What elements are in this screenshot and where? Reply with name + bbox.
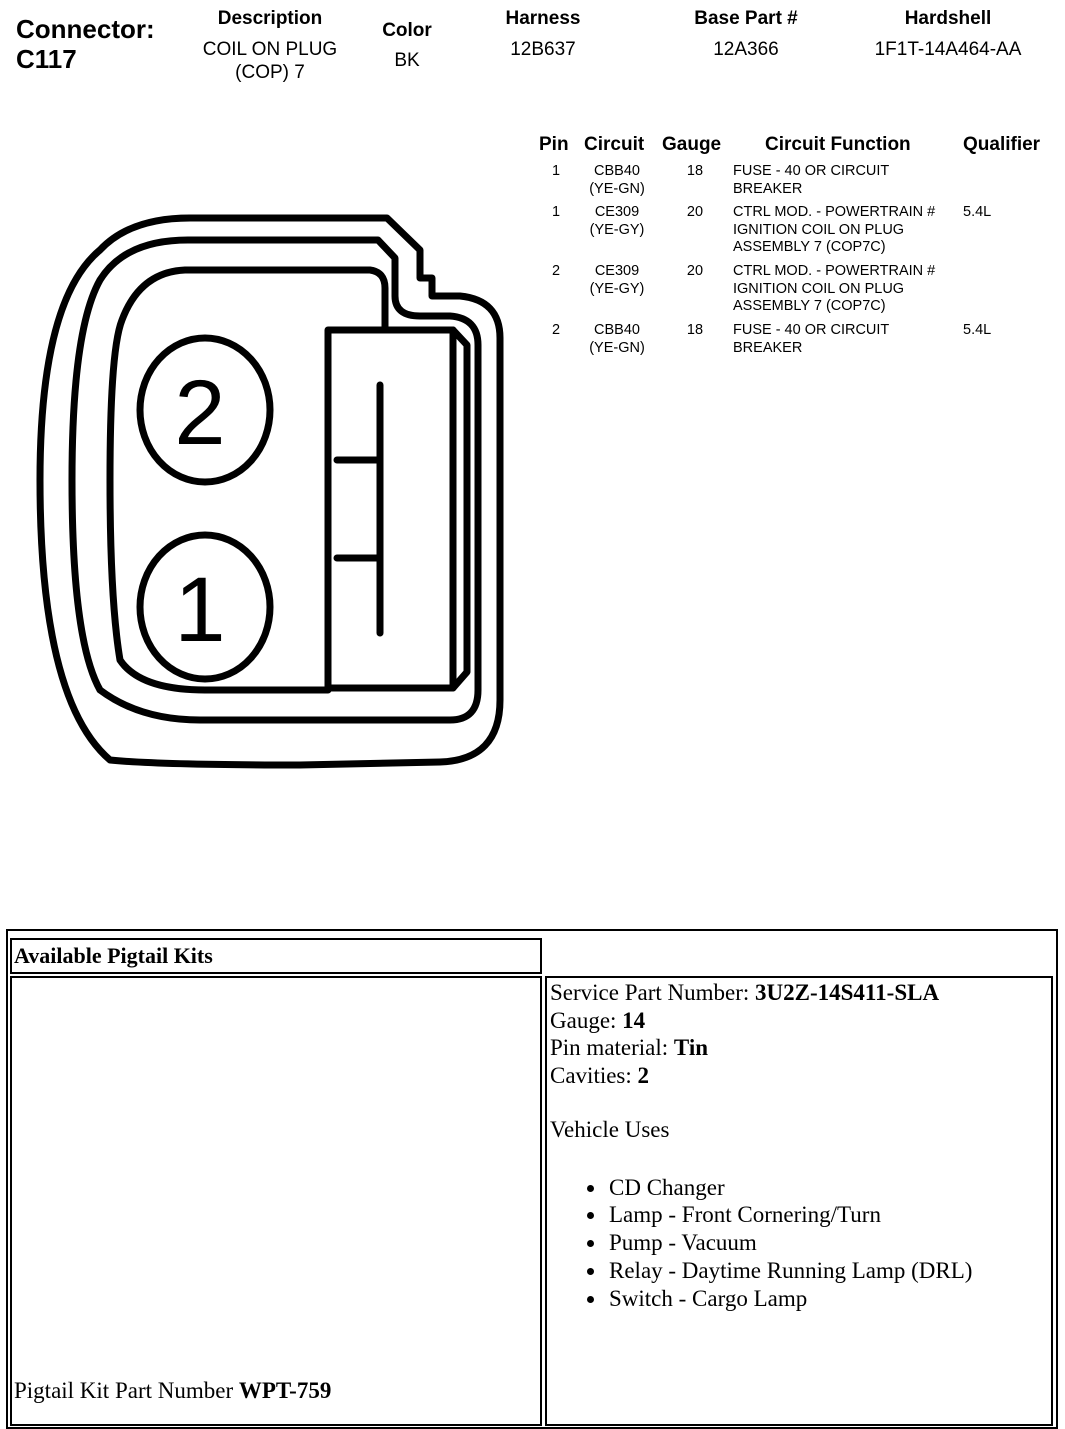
cavities-value: 2	[637, 1062, 650, 1088]
pigtail-kit-part-label: Pigtail Kit Part Number	[14, 1378, 234, 1403]
pin-header: Pin	[539, 134, 569, 155]
description-value-line1: COIL ON PLUG	[202, 39, 338, 60]
list-item: CD Changer	[581, 1174, 972, 1202]
row3-function-line2: IGNITION COIL ON PLUG	[733, 280, 905, 297]
base-part-value: 12A366	[713, 39, 779, 60]
row2-circuit: CE309	[594, 204, 640, 220]
row1-circuit: CBB40	[594, 163, 640, 179]
qualifier-header: Qualifier	[963, 134, 1041, 155]
circuit-function-header: Circuit Function	[765, 134, 911, 155]
row1-function-line2: BREAKER	[733, 180, 803, 197]
gauge-label: Gauge:	[550, 1007, 617, 1033]
row4-function-line1: FUSE - 40 OR CIRCUIT	[733, 322, 890, 338]
service-part-number	[550, 979, 972, 1007]
pin-1-label: 1	[174, 559, 226, 661]
list-item: Lamp - Front Cornering/Turn	[581, 1201, 972, 1229]
pin-material-label: Pin material:	[550, 1035, 669, 1060]
service-part-label: Service Part Number:	[550, 980, 750, 1005]
pin-material-value: Tin	[673, 1035, 709, 1060]
row1-circuit-color: (YE-GN)	[589, 180, 645, 197]
row4-circuit: CBB40	[594, 322, 640, 338]
row3-circuit-color: (YE-GY)	[589, 280, 645, 297]
hardshell-value: 1F1T-14A464-AA	[874, 39, 1022, 60]
harness-title: Harness	[505, 8, 581, 29]
connector-label: Connector:	[16, 14, 155, 44]
row1-function-line1: FUSE - 40 OR CIRCUIT	[733, 163, 890, 179]
row3-gauge: 20	[686, 263, 704, 279]
cavities-label: Cavities:	[550, 1062, 632, 1088]
connector-latch-block	[328, 330, 467, 688]
circuit-header: Circuit	[584, 134, 645, 155]
service-part-value: 3U2Z-14S411-SLA	[755, 980, 940, 1005]
gauge-line	[550, 1007, 972, 1035]
row2-qualifier: 5.4L	[963, 204, 992, 220]
list-item: Pump - Vacuum	[581, 1229, 972, 1257]
list-item: Relay - Daytime Running Lamp (DRL)	[581, 1257, 972, 1285]
pigtail-kit-part-value: WPT-759	[238, 1378, 332, 1403]
list-item: Switch - Cargo Lamp	[581, 1285, 972, 1313]
row4-qualifier: 5.4L	[963, 322, 992, 338]
pigtail-details	[550, 979, 972, 1312]
row1-gauge: 18	[686, 163, 704, 179]
gauge-value: 14	[622, 1007, 646, 1033]
connector-id: C117	[16, 44, 77, 74]
row3-circuit: CE309	[594, 263, 640, 279]
harness-value: 12B637	[510, 39, 576, 60]
connector-face-diagram	[0, 0, 560, 880]
description-value-line2: (COP) 7	[235, 62, 305, 83]
row4-circuit-color: (YE-GN)	[589, 339, 645, 356]
pin-2-label: 2	[174, 362, 226, 464]
connector-inner-shell	[110, 270, 385, 690]
row4-function-line2: BREAKER	[733, 339, 803, 356]
row2-gauge: 20	[686, 204, 704, 220]
row2-function-line3: ASSEMBLY 7 (COP7C)	[733, 239, 886, 255]
base-part-title: Base Part #	[694, 8, 798, 29]
description-title: Description	[217, 8, 323, 29]
color-title: Color	[382, 20, 432, 41]
pigtail-kit-part-number	[14, 1377, 331, 1405]
row1-pin: 1	[551, 163, 561, 179]
gauge-header: Gauge	[662, 134, 722, 155]
pigtail-left-panel	[10, 976, 542, 1426]
cavities-line	[550, 1062, 972, 1090]
row3-pin: 2	[551, 263, 561, 279]
row3-function-line1: CTRL MOD. - POWERTRAIN #	[733, 263, 936, 279]
color-value: BK	[394, 50, 420, 71]
vehicle-uses-list	[581, 1174, 972, 1313]
connector-middle-shell	[72, 240, 478, 720]
row2-function-line2: IGNITION COIL ON PLUG	[733, 221, 905, 238]
row4-gauge: 18	[686, 322, 704, 338]
hardshell-title: Hardshell	[904, 8, 992, 29]
pin-material-line	[550, 1034, 972, 1062]
row2-function-line1: CTRL MOD. - POWERTRAIN #	[733, 204, 936, 220]
vehicle-uses-label: Vehicle Uses	[550, 1117, 670, 1142]
row2-pin: 1	[551, 204, 561, 220]
row3-function-line3: ASSEMBLY 7 (COP7C)	[733, 298, 886, 314]
row4-pin: 2	[551, 322, 561, 338]
row2-circuit-color: (YE-GY)	[589, 221, 645, 238]
pigtail-heading: Available Pigtail Kits	[14, 943, 213, 968]
